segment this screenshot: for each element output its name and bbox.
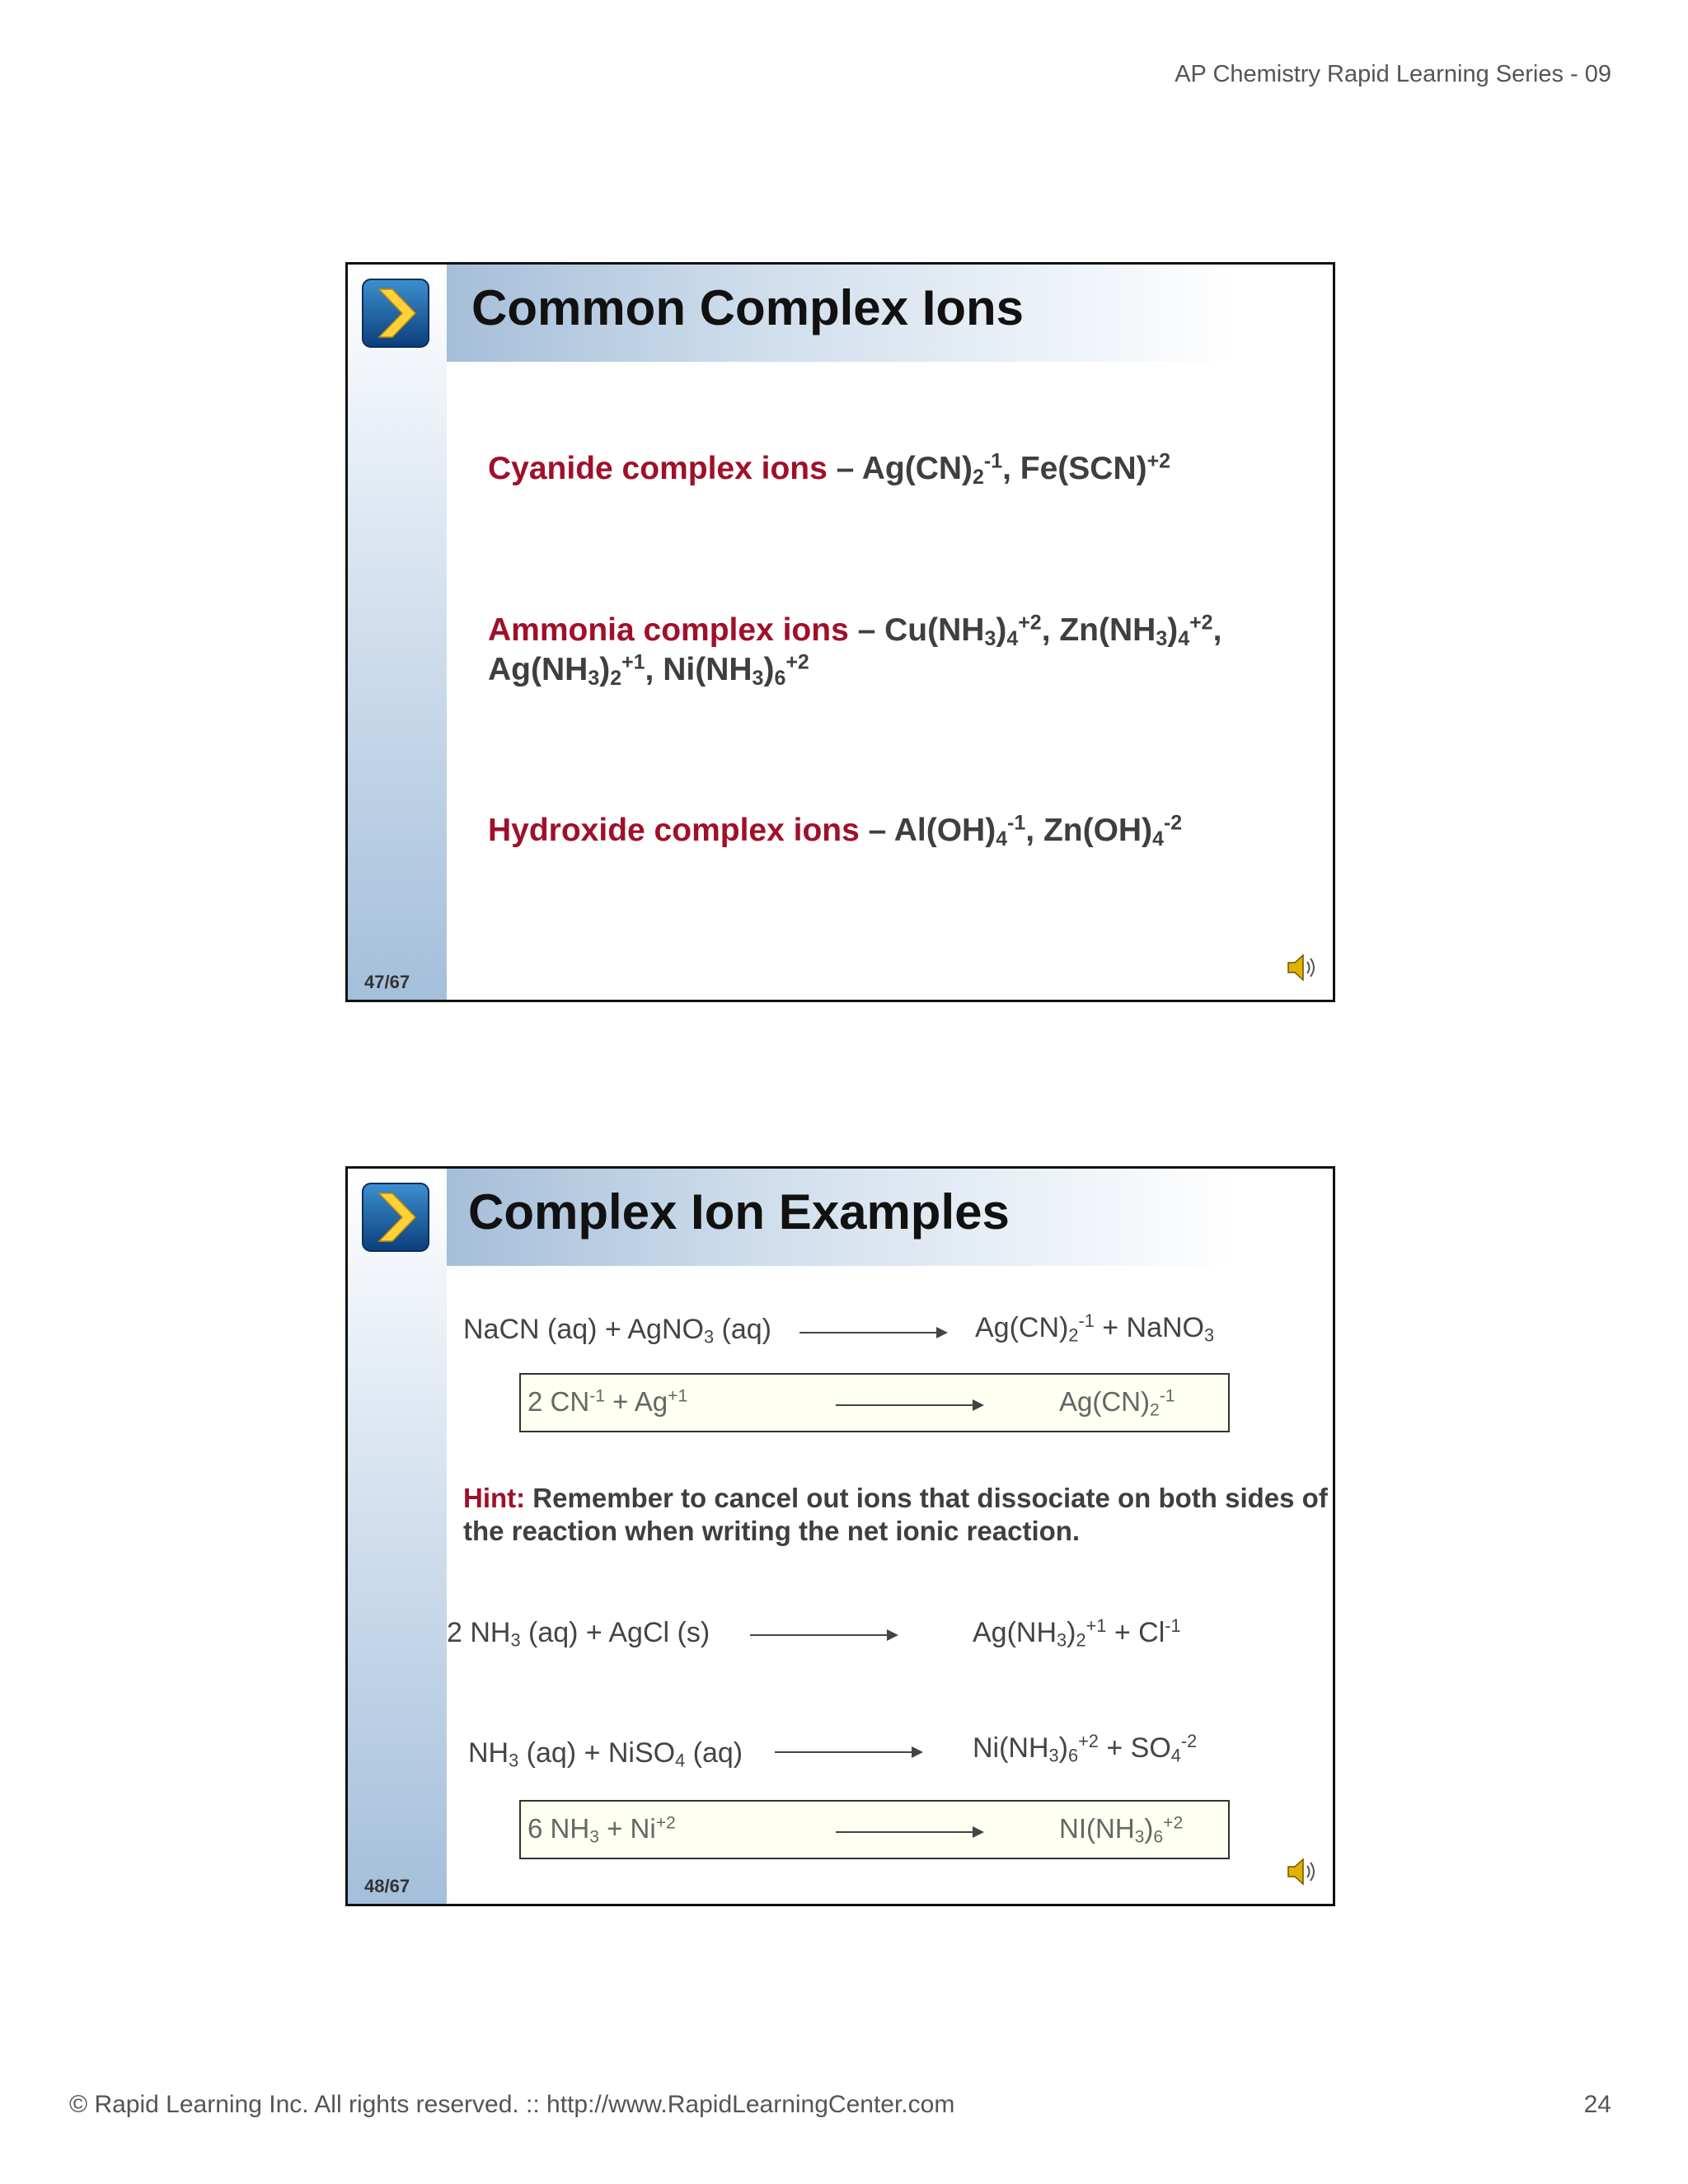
page-number: 24 xyxy=(1583,2091,1611,2118)
eq1-products: $Ag(CN)_2^{-1}$ + NaNO$_3$ xyxy=(975,1310,1215,1346)
hint-text: Hint: Remember to cancel out ions that dissociate on both sides of the reaction when writing the net ionic reaction. xyxy=(463,1483,1328,1546)
slide-number: 48/67 xyxy=(364,1876,410,1896)
net-ionic-box-2 xyxy=(519,1800,1230,1859)
speaker-icon[interactable] xyxy=(1285,952,1318,983)
net2-arrow xyxy=(836,1831,982,1833)
cyanide-label: Cyanide complex ions xyxy=(488,451,828,486)
page-header: AP Chemistry Rapid Learning Series - 09 xyxy=(1175,61,1611,87)
net-ionic-box-1 xyxy=(519,1373,1230,1432)
net1-arrow xyxy=(836,1404,982,1406)
hydroxide-label: Hydroxide complex ions xyxy=(488,813,860,848)
net2-products: $NI(NH_3)_6^{+2}$ xyxy=(1059,1813,1184,1847)
ammonia-line: Ammonia complex ions – $Cu(NH_3)_4^{+2}$, $Zn(NH_3)_4^{+2}$, $Ag(NH_3)_2^{+1}$, $Ni(NH_3)_6^{+2}$ xyxy=(488,611,1222,691)
page-footer xyxy=(69,2091,1611,2119)
hydroxide-line: Hydroxide complex ions – $Al(OH)_4^{-1}$, $Zn(OH)_4^{-2}$ xyxy=(488,811,1183,851)
net2-reactants: 6 $NH_3 + Ni^{+2}$ xyxy=(528,1813,676,1847)
speaker-icon[interactable] xyxy=(1285,1856,1318,1887)
chevron-right-icon[interactable] xyxy=(361,1182,430,1253)
slide-47 xyxy=(345,262,1335,1002)
eq1-reactants: NaCN (aq) + AgNO$_3$ (aq) xyxy=(463,1314,771,1347)
cyanide-line: Cyanide complex ions – $Ag(CN)_2^{-1}$, Fe(SCN)$^{+2}$ xyxy=(488,449,1171,490)
slide-title: Common Complex Ions xyxy=(471,280,1025,335)
eq2-arrow xyxy=(750,1634,897,1636)
slide-title: Complex Ion Examples xyxy=(468,1184,1010,1240)
slide-number: 47/67 xyxy=(364,972,410,992)
eq2-reactants: 2 $NH_3$ (aq) + AgCl (s) xyxy=(447,1617,710,1651)
slide-sidebar xyxy=(348,265,447,1000)
eq1-arrow xyxy=(799,1332,946,1333)
slide-48 xyxy=(345,1166,1335,1906)
eq3-reactants: $NH_3$ (aq) + NiSO$_4$ (aq) xyxy=(468,1737,743,1771)
net1-reactants: 2 $CN^{-1} + Ag^{+1}$ xyxy=(528,1386,688,1417)
eq2-products: $Ag(NH_3)_2^{+1} + Cl^{-1}$ xyxy=(973,1615,1181,1651)
chevron-right-icon[interactable] xyxy=(361,278,430,349)
copyright-text: © Rapid Learning Inc. All rights reserved. :: http://www.RapidLearningCenter.com xyxy=(69,2091,955,2118)
ammonia-label: Ammonia complex ions xyxy=(488,612,849,648)
eq3-arrow xyxy=(775,1751,921,1753)
eq3-products: $Ni(NH_3)_6^{+2} + SO_4^{-2}$ xyxy=(973,1731,1198,1766)
net1-products: $Ag(CN)_2^{-1}$ xyxy=(1059,1386,1175,1420)
slide-sidebar xyxy=(348,1169,447,1904)
